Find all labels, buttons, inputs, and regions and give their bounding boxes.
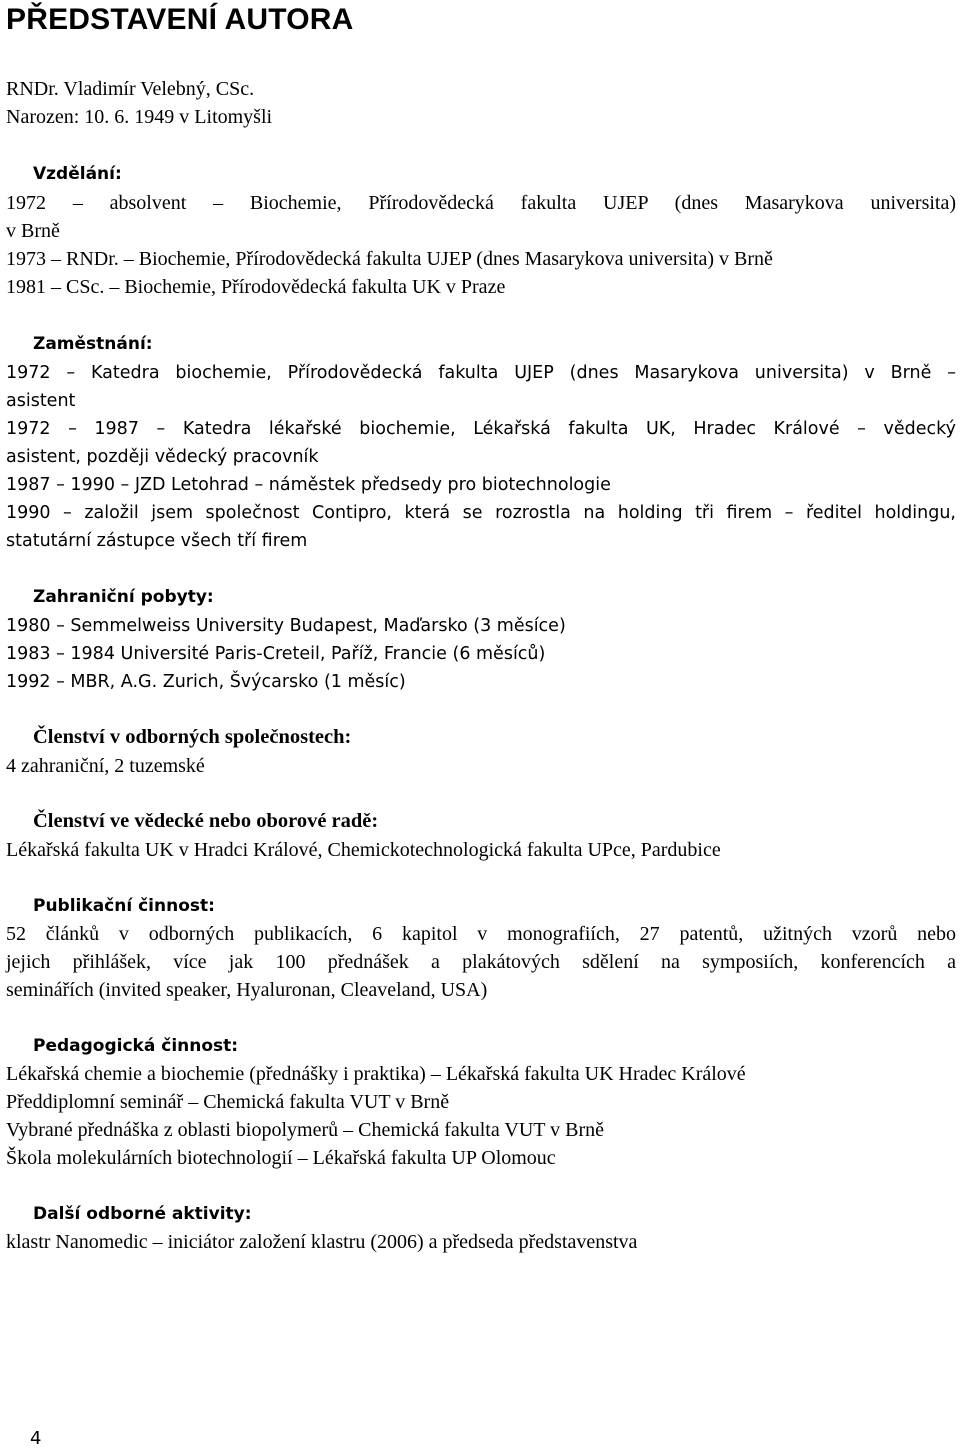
employment-line: asistent (6, 391, 76, 411)
teaching-heading: Pedagogická činnost: (33, 1036, 239, 1056)
other-activities-heading: Další odborné aktivity: (33, 1204, 252, 1224)
employment-line: 1987 – 1990 – JZD Letohrad – náměstek předsedy pro biotechnologie (6, 475, 611, 495)
teaching-line: Lékařská chemie a biochemie (přednášky i praktika) – Lékařská fakulta UK Hradec Králové (6, 1063, 746, 1085)
teaching-line: Předdiplomní seminář – Chemická fakulta VUT v Brně (6, 1091, 450, 1113)
stays-abroad-heading: Zahraniční pobyty: (33, 587, 214, 607)
stays-abroad-line: 1980 – Semmelweiss University Budapest, Maďarsko (3 měsíce) (6, 616, 566, 636)
publications-line: seminářích (invited speaker, Hyaluronan, Cleaveland, USA) (6, 979, 488, 1001)
page-number: 4 (30, 1428, 42, 1449)
author-born: Narozen: 10. 6. 1949 v Litomyšli (6, 106, 273, 128)
publications-line: jejich přihlášek, více jak 100 přednášek a plakátových sdělení na symposiích, konferencích a (6, 951, 956, 973)
employment-line: statutární zástupce všech tří firem (6, 531, 308, 551)
other-activities-text: klastr Nanomedic – iniciátor založení klastru (2006) a předseda představenstva (6, 1231, 638, 1253)
teaching-line: Vybrané přednáška z oblasti biopolymerů – Chemická fakulta VUT v Brně (6, 1119, 604, 1141)
boards-text: Lékařská fakulta UK v Hradci Králové, Chemickotechnologická fakulta UPce, Pardubice (6, 839, 721, 861)
memberships-text: 4 zahraniční, 2 tuzemské (6, 755, 205, 777)
page-title: PŘEDSTAVENÍ AUTORA (6, 3, 354, 36)
boards-heading: Členství ve vědecké nebo oborové radě: (33, 810, 379, 832)
employment-line: 1990 – založil jsem společnost Contipro, která se rozrostla na holding tři firem – ředitel holdingu, (6, 503, 956, 523)
education-line: 1981 – CSc. – Biochemie, Přírodovědecká fakulta UK v Praze (6, 276, 506, 298)
teaching-line: Škola molekulárních biotechnologií – Lékařská fakulta UP Olomouc (6, 1147, 556, 1169)
employment-line: 1972 – Katedra biochemie, Přírodovědecká fakulta UJEP (dnes Masarykova universita) v Brně – (6, 363, 956, 383)
employment-line: 1972 – 1987 – Katedra lékařské biochemie, Lékařská fakulta UK, Hradec Králové – vědecký (6, 419, 956, 439)
author-name: RNDr. Vladimír Velebný, CSc. (6, 78, 255, 100)
stays-abroad-line: 1983 – 1984 Université Paris-Creteil, Paříž, Francie (6 měsíců) (6, 644, 546, 664)
publications-line: 52 článků v odborných publikacích, 6 kapitol v monografiích, 27 patentů, užitných vzorů nebo (6, 923, 956, 945)
stays-abroad-line: 1992 – MBR, A.G. Zurich, Švýcarsko (1 měsíc) (6, 672, 406, 692)
employment-line: asistent, později vědecký pracovník (6, 447, 319, 467)
education-line: 1972 – absolvent – Biochemie, Přírodovědecká fakulta UJEP (dnes Masarykova universita) (6, 192, 956, 214)
memberships-heading: Členství v odborných společnostech: (33, 726, 352, 748)
education-line: 1973 – RNDr. – Biochemie, Přírodovědecká fakulta UJEP (dnes Masarykova universita) v Brně (6, 248, 773, 270)
education-line: v Brně (6, 220, 60, 242)
publications-heading: Publikační činnost: (33, 896, 215, 916)
employment-heading: Zaměstnání: (33, 334, 153, 354)
education-heading: Vzdělání: (33, 164, 122, 184)
